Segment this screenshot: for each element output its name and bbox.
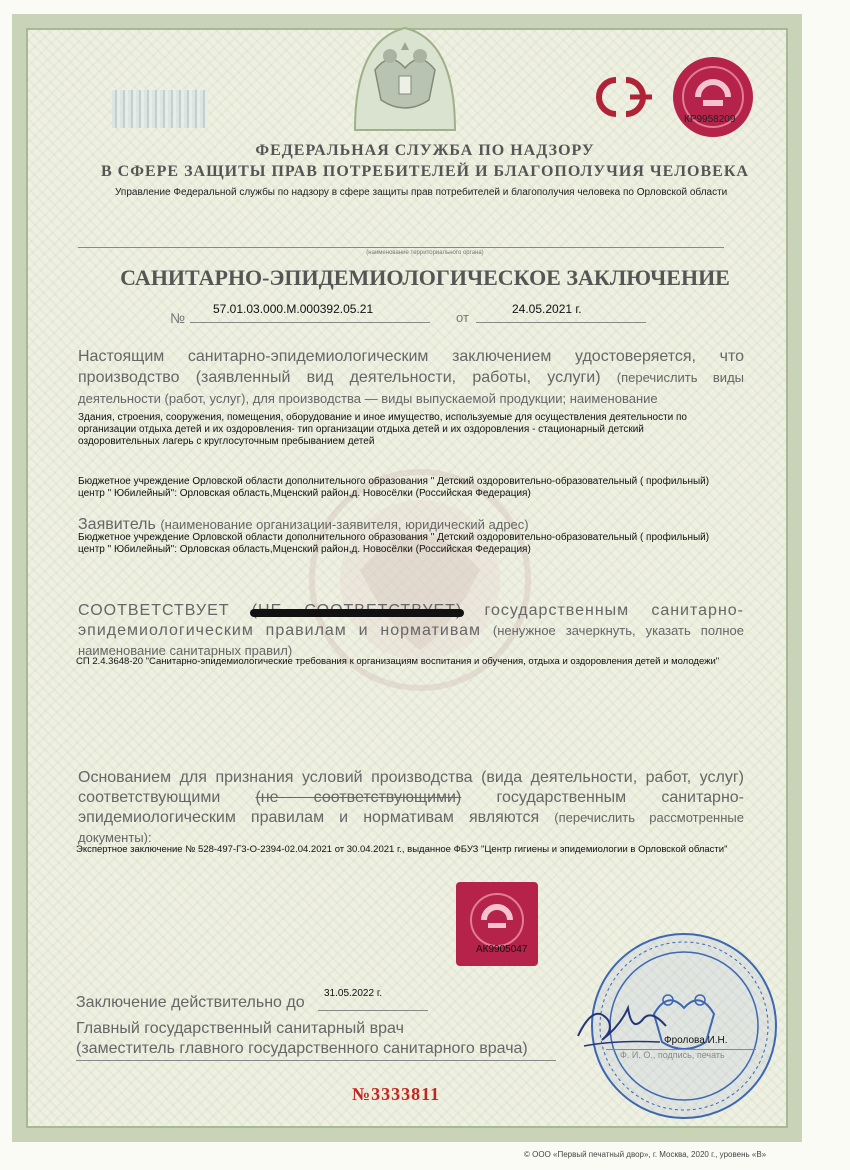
signer-caption: Ф. И. О., подпись, печать bbox=[620, 1050, 725, 1060]
doctor-title-line-1: Главный государственный санитарный врач bbox=[76, 1020, 404, 1037]
agency-line-2: В СФЕРЕ ЗАЩИТЫ ПРАВ ПОТРЕБИТЕЛЕЙ И БЛАГОПОЛУЧИЯ ЧЕЛОВЕКА bbox=[101, 163, 749, 180]
se-mark-text bbox=[600, 122, 601, 123]
agency-line-1: ФЕДЕРАЛЬНАЯ СЛУЖБА ПО НАДЗОРУ bbox=[255, 142, 595, 159]
activity-description: Здания, строения, сооружения, помещения, оборудование и иное имущество, используемые для осуществления деятельности по организации отдыха детей и их оздоровления- тип организации отдыха детей и их оздоровления - стационарный детский оздоровительных лагерь с круглосуточным пребыванием детей bbox=[78, 412, 687, 447]
compliance-text bbox=[78, 601, 744, 661]
compliance-word-no bbox=[252, 602, 463, 619]
basis-part-2: государственным санитарно-эпидемиологическим правилам и нормативам являются bbox=[78, 789, 744, 826]
applicant-label-small: (наименование организации-заявителя, юридический адрес) bbox=[160, 517, 529, 532]
se-mark-icon bbox=[584, 74, 660, 120]
printer-footer: © ООО «Первый печатный двор», г. Москва, 2020 г., уровень «В» bbox=[524, 1150, 767, 1159]
basis-small: (перечислить рассмотренные документы): bbox=[78, 810, 744, 845]
section1-label: Настоящим санитарно-эпидемиологическим заключением удостоверяется, что производство (заявленный вид деятельности, работы, услуги) bbox=[78, 348, 744, 386]
number-underline bbox=[190, 322, 430, 323]
hologram-top-number: КР9958209 bbox=[684, 114, 736, 125]
applicant-value: Бюджетное учреждение Орловской области дополнительного образования " Детский оздоровительно-образовательный ( профильный) центр " Юбилейный": Орловская область,Мценский район,д. Новосёлки (Российская Федерация) bbox=[78, 532, 710, 555]
basis-part-1: Основанием для признания условий производства (вида деятельности, работ, услуг) соответствующими bbox=[78, 769, 744, 806]
section1-label-small: (перечислить виды деятельности (работ, услуг), для производства — виды выпускаемой продукции; наименование bbox=[78, 370, 745, 406]
hologram-bottom-number: АК9905047 bbox=[476, 944, 528, 955]
left-hologram-strip bbox=[112, 90, 208, 128]
sanitary-rules: СП 2.4.3648-20 "Санитарно-эпидемиологические требования к организациям воспитания и обучения, отдыха и оздоровления детей и молодежи" bbox=[76, 656, 720, 667]
department-name: Управление Федеральной службы по надзору в сфере защиты прав потребителей и благополучия человека по Орловской области bbox=[115, 187, 728, 198]
serial-number: №3333811 bbox=[352, 1084, 441, 1104]
date-underline bbox=[476, 322, 646, 323]
expert-conclusion: Экспертное заключение № 528-497-Г3-О-2394-02.04.2021 от 30.04.2021 г., выданное ФБУЗ "Центр гигиены и эпидемиологии в Орловской области" bbox=[76, 844, 728, 855]
doctor-title-underline bbox=[76, 1060, 556, 1061]
validity-label: Заключение действительно до bbox=[76, 994, 305, 1011]
doctor-title-line-2: (заместитель главного государственного санитарного врача) bbox=[76, 1040, 528, 1057]
compliance-rest: государственным санитарно-эпидемиологическим правилам и нормативам bbox=[78, 602, 744, 639]
handwritten-signature bbox=[574, 996, 674, 1052]
compliance-small: (ненужное зачеркнуть, указать полное наименование санитарных правил) bbox=[78, 623, 744, 658]
validity-underline bbox=[318, 1010, 428, 1011]
document-title: САНИТАРНО-ЭПИДЕМИОЛОГИЧЕСКОЕ ЗАКЛЮЧЕНИЕ bbox=[120, 265, 730, 290]
number-label: № bbox=[170, 310, 186, 326]
certificate-date: 24.05.2021 г. bbox=[512, 302, 582, 316]
basis-text bbox=[78, 768, 744, 848]
compliance-word-yes: СООТВЕТСТВУЕТ bbox=[78, 602, 230, 619]
section1-text bbox=[78, 346, 744, 409]
certificate-number: 57.01.03.000.М.000392.05.21 bbox=[213, 302, 374, 316]
organization-description: Бюджетное учреждение Орловской области дополнительного образования " Детский оздоровительно-образовательный ( профильный) центр " Юбилейный": Орловская область,Мценский район,д. Новосёлки (Российская Федерация) bbox=[78, 476, 710, 499]
coat-of-arms-emblem bbox=[345, 20, 465, 140]
hologram-seal-icon bbox=[672, 56, 754, 138]
department-underline bbox=[78, 246, 724, 248]
basis-struck: (не соответствующими) bbox=[255, 789, 462, 806]
validity-date: 31.05.2022 г. bbox=[324, 988, 383, 999]
date-label: от bbox=[456, 310, 469, 325]
signer-name: Фролова И.Н. bbox=[664, 1035, 728, 1046]
department-caption: (наименование территориального органа) bbox=[366, 250, 484, 256]
applicant-label: Заявитель bbox=[78, 516, 156, 533]
